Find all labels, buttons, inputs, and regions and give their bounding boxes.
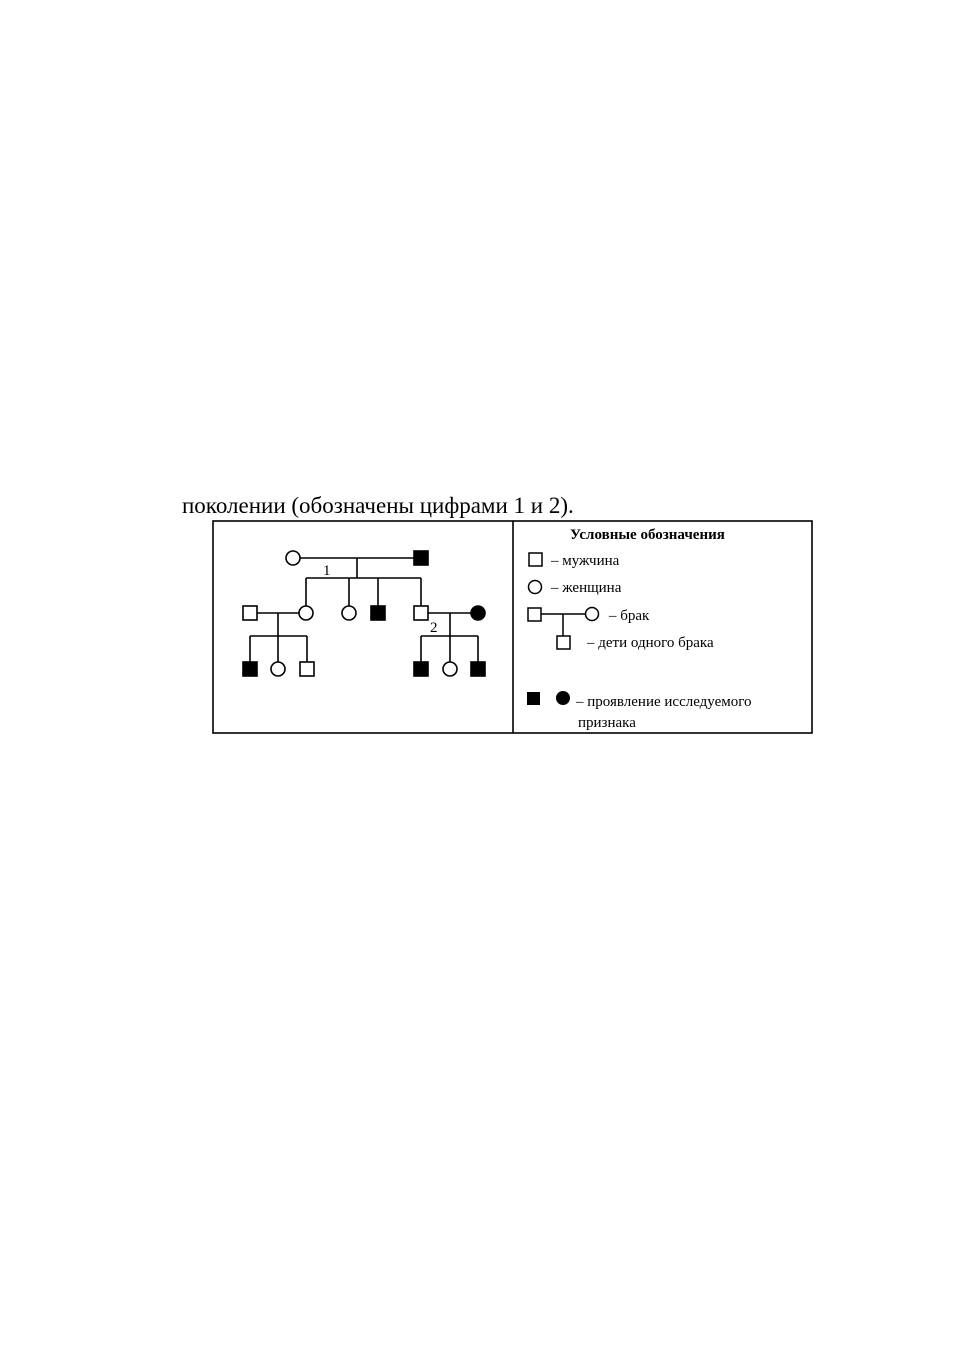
male-affected-symbol	[414, 551, 428, 565]
male-affected-symbol	[371, 606, 385, 620]
caption-text: поколении (обозначены цифрами 1 и 2).	[182, 493, 574, 518]
male-affected-symbol	[243, 662, 257, 676]
female-unaffected-symbol	[342, 606, 356, 620]
legend	[527, 527, 752, 731]
female-unaffected-symbol	[286, 551, 300, 565]
female-affected-symbol	[471, 606, 485, 620]
marriage-number-1: 1	[323, 563, 331, 579]
legend-affected-male-symbol	[527, 692, 540, 705]
legend-children-label: – дети одного брака	[587, 635, 714, 651]
legend-male-label: – мужчина	[551, 553, 620, 569]
legend-title: Условные обозначения	[570, 527, 725, 543]
legend-male-symbol	[529, 553, 542, 566]
legend-trait-label-line1: – проявление исследуемого	[576, 694, 752, 710]
male-affected-symbol	[414, 662, 428, 676]
male-unaffected-symbol	[243, 606, 257, 620]
male-unaffected-symbol	[300, 662, 314, 676]
pedigree-chart	[243, 551, 485, 676]
female-unaffected-symbol	[443, 662, 457, 676]
male-affected-symbol	[471, 662, 485, 676]
legend-child-symbol	[557, 636, 570, 649]
legend-female-symbol	[529, 581, 542, 594]
female-unaffected-symbol	[299, 606, 313, 620]
female-unaffected-symbol	[271, 662, 285, 676]
legend-marriage-label: – брак	[609, 608, 650, 624]
marriage-number-2: 2	[430, 620, 438, 636]
male-unaffected-symbol	[414, 606, 428, 620]
legend-marriage-female-symbol	[586, 608, 599, 621]
legend-trait-label-line2: признака	[578, 715, 636, 731]
legend-female-label: – женщина	[551, 580, 622, 596]
legend-affected-female-symbol	[556, 691, 570, 705]
legend-marriage-male-symbol	[528, 608, 541, 621]
